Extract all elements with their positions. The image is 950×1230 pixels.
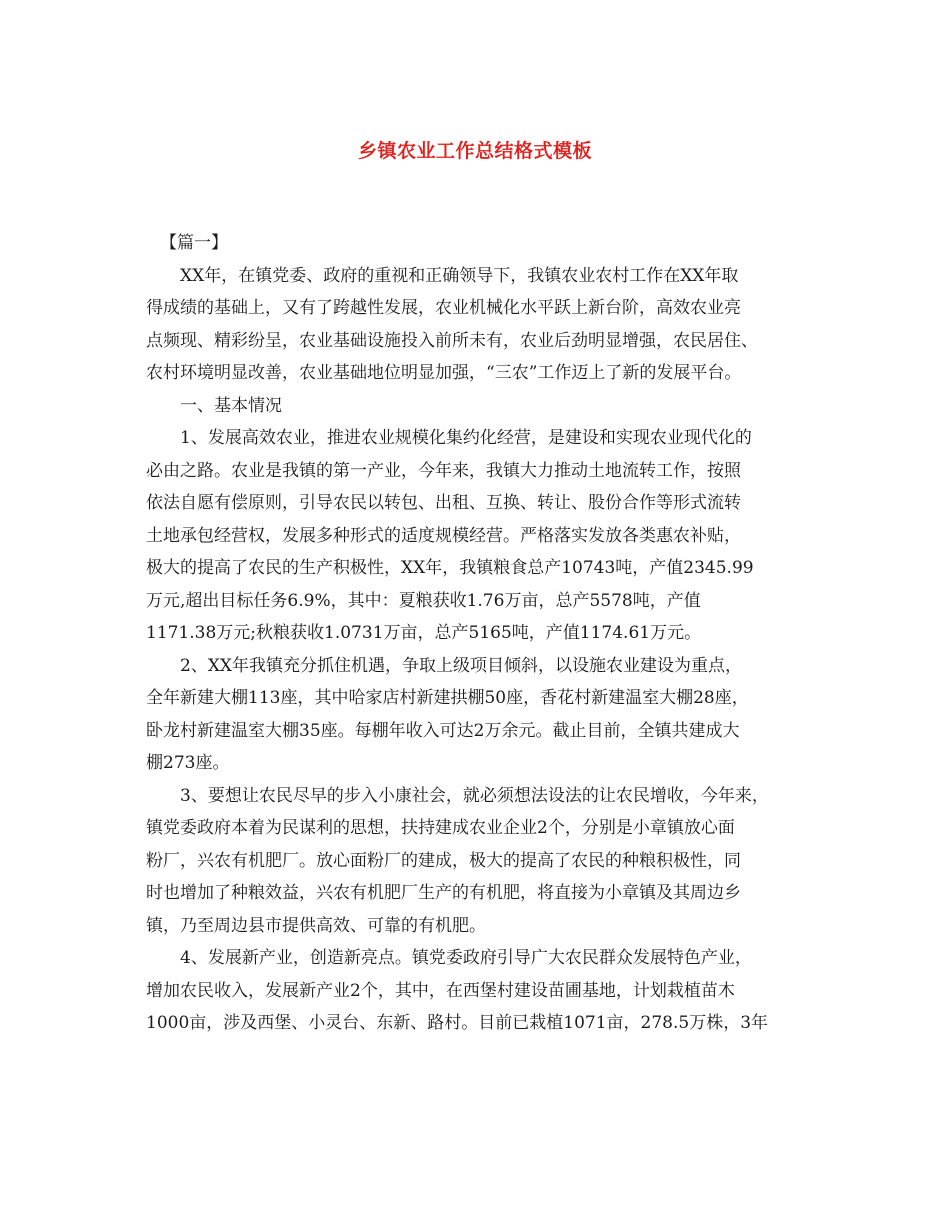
paragraph-line: 依法自愿有偿原则，引导农民以转包、出租、互换、转让、股份合作等形式流转 [146,493,741,513]
paragraph-line: XX年，在镇党委、政府的重视和正确领导下，我镇农业农村工作在XX年取 [180,265,739,286]
paragraph-line: 镇党委政府本着为民谋利的思想，扶持建成农业企业2个，分别是小章镇放心面 [146,818,735,838]
paragraph-line: 增加农民收入，发展新产业2个，其中，在西堡村建设苗圃基地，计划栽植苗木 [146,980,735,1001]
paragraph-line: 极大的提高了农民的生产积极性，XX年，我镇粮食总产10743吨，产值2345.99 [146,558,754,578]
paragraph-line: 1、发展高效农业，推进农业规模化集约化经营，是建设和实现农业现代化的 [180,428,752,448]
paragraph-line: 镇，乃至周边县市提供高效、可靠的有机肥。 [146,915,486,936]
paragraph-line: 必由之路。农业是我镇的第一产业，今年来，我镇大力推动土地流转工作，按照 [146,460,741,481]
paragraph-line: 1171.38万元;秋粮获收1.0731万亩，总产5165吨，产值1174.61万元。 [146,623,702,643]
paragraph-line: 全年新建大棚113座，其中哈家店村新建拱棚50座，香花村新建温室大棚28座， [146,688,749,708]
paragraph-line: 1000亩，涉及西堡、小灵台、东新、路村。目前已栽植1071亩，278.5万株，3年 [146,1013,769,1033]
paragraph-line: 得成绩的基础上，又有了跨越性发展，农业机械化水平跃上新台阶，高效农业亮 [146,298,741,318]
paragraph-line: 2、XX年我镇充分抓住机遇，争取上级项目倾斜，以设施农业建设为重点， [180,655,743,676]
paragraph-line: 3、要想让农民尽早的步入小康社会，就必须想法设法的让农民增收，今年来， [180,785,769,806]
paragraph-line: 万元,超出目标任务6.9%，其中：夏粮获收1.76万亩，总产5578吨，产值 [146,590,701,611]
paragraph-line: 点频现、精彩纷呈，农业基础设施投入前所未有，农业后劲明显增强，农民居住、 [146,330,758,351]
paragraph-line: 土地承包经营权，发展多种形式的适度规模经营。严格落实发放各类惠农补贴， [146,525,741,546]
paragraph-line: 粉厂，兴农有机肥厂。放心面粉厂的建成，极大的提高了农民的种粮积极性，同 [146,850,741,871]
paragraph-line: 4、发展新产业，创造新亮点。镇党委政府引导广大农民群众发展特色产业， [180,948,752,968]
paragraph-line: 农村环境明显改善，农业基础地位明显加强，“三农”工作迈上了新的发展平台。 [146,363,742,383]
subsection-heading: 一、基本情况 [180,395,282,416]
document-title: 乡镇农业工作总结格式模板 [357,140,592,162]
document-body [146,227,816,1040]
paragraph-line: 时也增加了种粮效益，兴农有机肥厂生产的有机肥，将直接为小章镇及其周边乡 [146,883,741,903]
paragraph-line: 卧龙村新建温室大棚35座。每棚年收入可达2万余元。截止目前，全镇共建成大 [146,720,740,741]
paragraph-line: 棚273座。 [146,753,230,773]
section-heading: 【篇一】 [160,233,228,253]
